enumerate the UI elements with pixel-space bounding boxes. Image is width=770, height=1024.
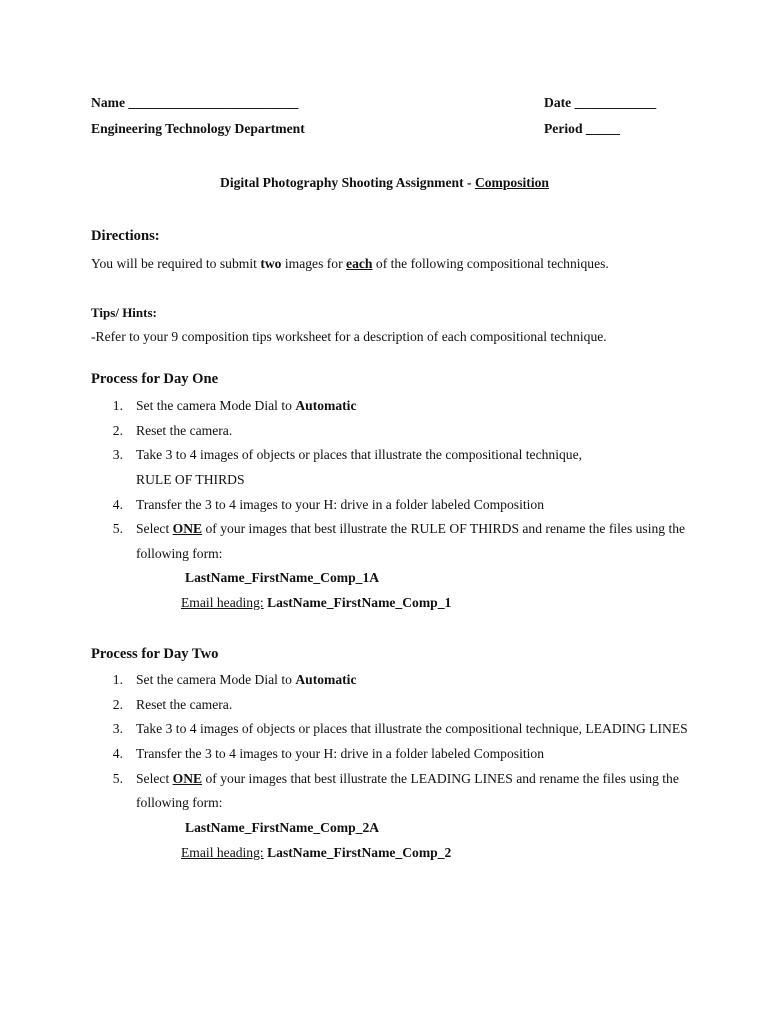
period-label: Period <box>544 121 583 136</box>
step-bold: Automatic <box>295 672 357 687</box>
name-field <box>91 95 298 111</box>
step-bold: Automatic <box>295 398 357 413</box>
directions-text-2: images for <box>284 256 343 271</box>
email-value: LastName_FirstName_Comp_2 <box>267 845 452 860</box>
step-text-continued: following form: <box>136 546 223 561</box>
name-blank: _________________________ <box>128 95 299 110</box>
step-text: Set the camera Mode Dial to <box>136 672 292 687</box>
step-number: 5. <box>112 521 123 536</box>
step-number: 1. <box>112 398 123 413</box>
step-text-pre: Select <box>136 521 170 536</box>
step-text: Take 3 to 4 images of objects or places that illustrate the compositional technique, LEADING LINES <box>136 721 688 736</box>
day-one-filename: LastName_FirstName_Comp_1A <box>185 570 380 585</box>
date-label: Date <box>544 95 572 110</box>
step-number: 2. <box>112 423 123 438</box>
step-text: Reset the camera. <box>136 423 233 438</box>
directions-text-1: You will be required to submit <box>91 256 257 271</box>
page-title <box>220 175 549 191</box>
directions-text <box>91 256 609 272</box>
step-one: ONE <box>172 521 203 536</box>
step-number: 2. <box>112 697 123 712</box>
step-number: 5. <box>112 771 123 786</box>
day-one-heading: Process for Day One <box>91 371 219 387</box>
title-prefix: Digital Photography Shooting Assignment - <box>220 175 472 190</box>
date-field <box>544 95 656 111</box>
step-text-post: of your images that best illustrate the RULE OF THIRDS and rename the files using the <box>205 521 686 536</box>
email-value: LastName_FirstName_Comp_1 <box>267 595 452 610</box>
directions-text-3: of the following compositional techniques. <box>375 256 609 271</box>
step-text: Transfer the 3 to 4 images to your H: drive in a folder labeled Composition <box>136 497 544 512</box>
step-one: ONE <box>172 771 203 786</box>
period-blank: _____ <box>585 121 620 136</box>
date-blank: ____________ <box>574 95 657 110</box>
step-text <box>136 521 685 537</box>
tips-text: -Refer to your 9 composition tips worksheet for a description of each compositional technique. <box>91 329 607 344</box>
step-text: Reset the camera. <box>136 697 233 712</box>
period-field <box>544 121 620 137</box>
step-text: Take 3 to 4 images of objects or places that illustrate the compositional technique, <box>136 447 583 462</box>
tips-heading: Tips/ Hints: <box>91 305 157 320</box>
step-number: 1. <box>112 672 123 687</box>
directions-heading: Directions: <box>91 228 160 244</box>
directions-two: two <box>260 256 282 271</box>
day-two-filename: LastName_FirstName_Comp_2A <box>185 820 380 835</box>
day-one-email <box>181 595 451 611</box>
email-label: Email heading: <box>181 595 264 610</box>
name-label: Name <box>91 95 125 110</box>
day-two-email <box>181 845 451 861</box>
step-text: Set the camera Mode Dial to <box>136 398 292 413</box>
step-number: 4. <box>112 746 123 761</box>
step-text-continued: following form: <box>136 795 223 810</box>
step-number: 3. <box>112 447 123 462</box>
step-text-pre: Select <box>136 771 170 786</box>
step-text-post: of your images that best illustrate the LEADING LINES and rename the files using the <box>205 771 679 786</box>
step-number: 4. <box>112 497 123 512</box>
email-label: Email heading: <box>181 845 264 860</box>
directions-each: each <box>346 256 373 271</box>
step-text <box>136 771 679 787</box>
day-two-heading: Process for Day Two <box>91 646 219 662</box>
step-text: Transfer the 3 to 4 images to your H: drive in a folder labeled Composition <box>136 746 544 761</box>
department: Engineering Technology Department <box>91 121 305 136</box>
step-text-continued: RULE OF THIRDS <box>136 472 245 487</box>
title-topic: Composition <box>474 175 549 190</box>
step-number: 3. <box>112 721 123 736</box>
